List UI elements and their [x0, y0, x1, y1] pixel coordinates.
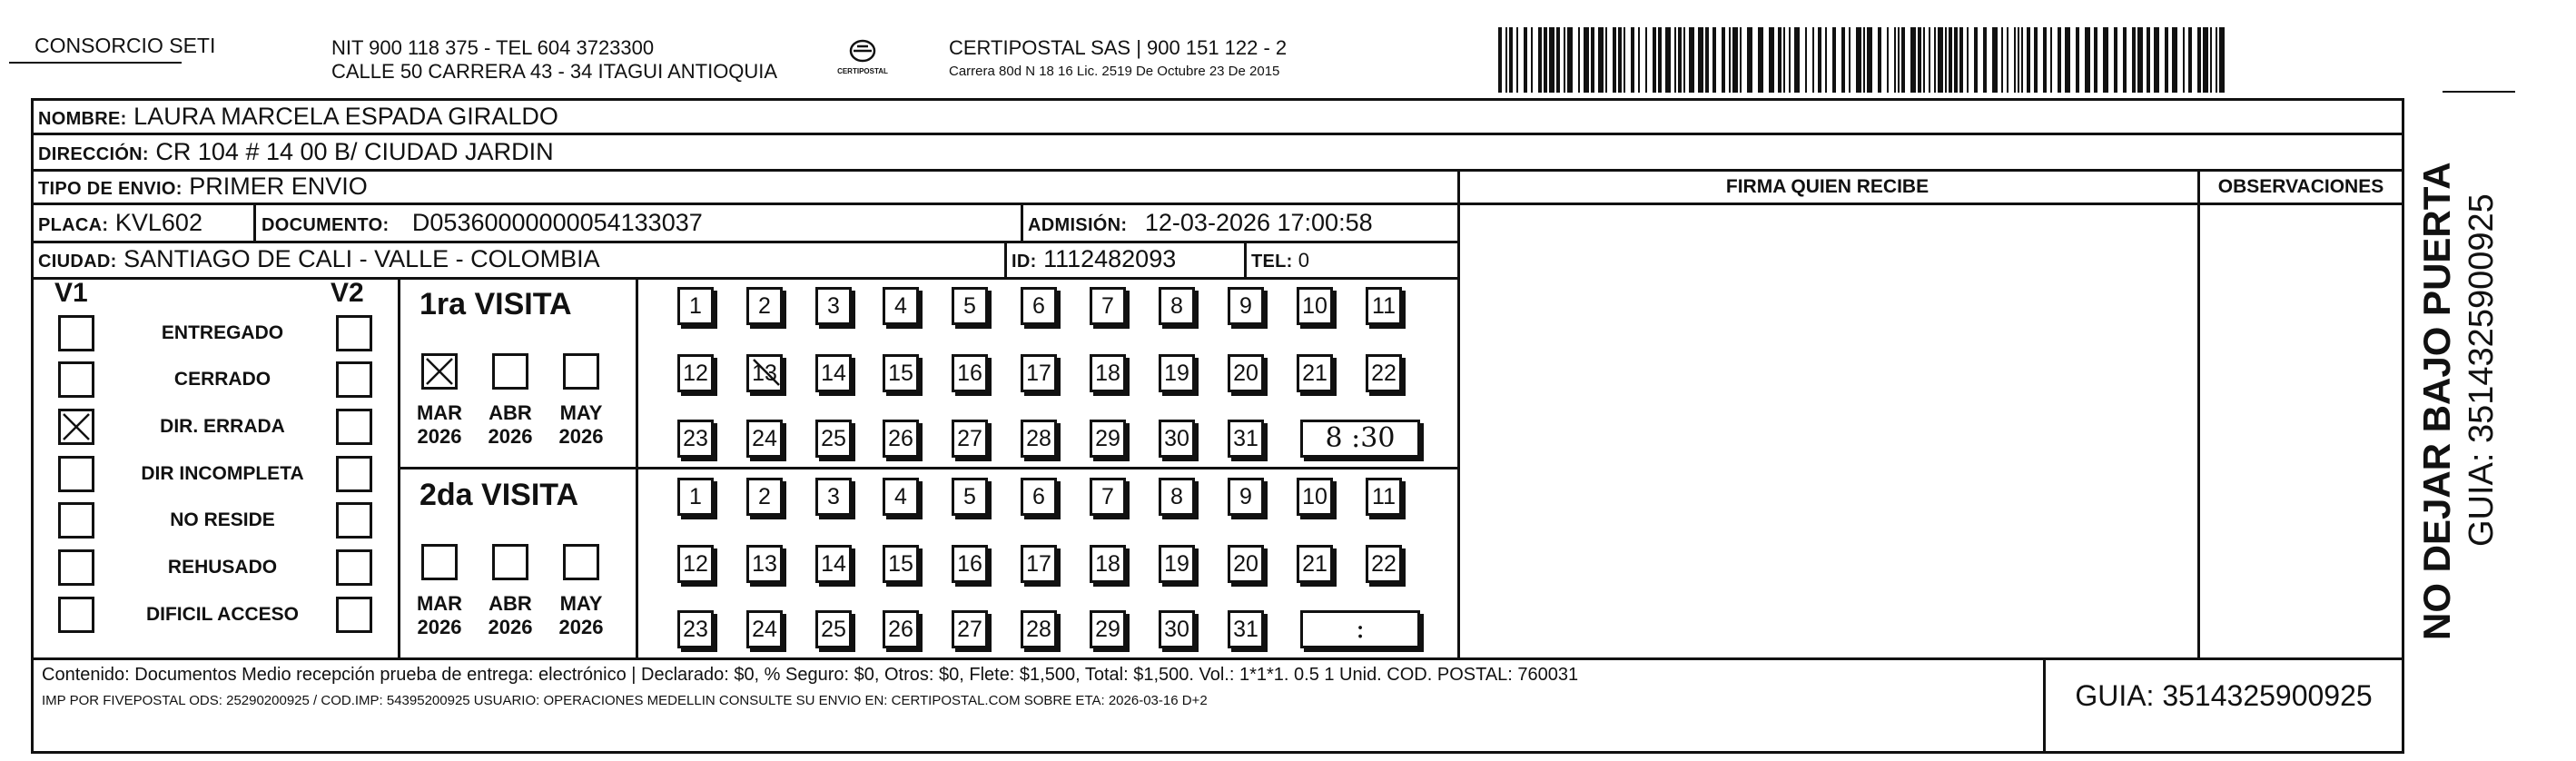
ciudad-row	[38, 245, 600, 275]
col-line-firma-left	[1457, 169, 1460, 657]
barcode-bar	[1516, 27, 1518, 93]
day-box[interactable]: 10	[1297, 478, 1333, 516]
barcode-bar	[2172, 27, 2177, 93]
day-box[interactable]: 20	[1228, 545, 1264, 583]
day-box[interactable]: 19	[1159, 545, 1195, 583]
time-box[interactable]: :	[1300, 610, 1420, 648]
barcode-bar	[2085, 27, 2090, 93]
day-box[interactable]: 19	[1159, 354, 1195, 392]
row-line-2	[31, 169, 2404, 172]
day-box[interactable]: 10	[1297, 287, 1333, 325]
barcode-bar	[1954, 27, 1958, 93]
day-box[interactable]: 6	[1021, 478, 1057, 516]
day-box[interactable]: 30	[1159, 420, 1195, 458]
day-box[interactable]: 23	[677, 420, 714, 458]
admision-row	[1028, 209, 1373, 239]
day-box[interactable]: 16	[952, 545, 988, 583]
day-box[interactable]: 29	[1090, 420, 1126, 458]
barcode-bar	[1712, 27, 1716, 93]
company-underline	[9, 62, 182, 64]
day-box[interactable]: 26	[883, 420, 919, 458]
barcode-bar	[2007, 27, 2008, 93]
v2-checkbox[interactable]	[336, 549, 372, 586]
barcode-bar	[1867, 27, 1872, 93]
barcode-bar	[1618, 27, 1622, 93]
admision-label: ADMISIÓN:	[1028, 215, 1128, 235]
month-label: MAY	[559, 401, 603, 424]
barcode-bar	[1729, 27, 1731, 93]
barcode-bar	[1653, 27, 1656, 93]
time-box[interactable]: 8 :30	[1300, 420, 1420, 458]
barcode-bar	[1967, 27, 1969, 93]
barcode-bar	[1898, 27, 1900, 93]
day-box[interactable]: 9	[1228, 287, 1264, 325]
barcode-bar	[2203, 27, 2208, 93]
side-notice: NO DEJAR BAJO PUERTA	[2415, 162, 2458, 640]
barcode-bar	[2043, 27, 2047, 93]
day-box[interactable]: 2	[746, 287, 783, 325]
v2-checkbox[interactable]	[336, 409, 372, 445]
day-box[interactable]: 30	[1159, 610, 1195, 648]
barcode-bar	[2210, 27, 2212, 93]
barcode-bar	[2076, 27, 2079, 93]
row-line-5	[31, 277, 1460, 280]
tipo-row	[38, 173, 368, 203]
day-box[interactable]: 14	[815, 354, 852, 392]
nombre-row	[38, 103, 558, 133]
barcode-bar	[1747, 27, 1752, 93]
barcode-bar	[1598, 27, 1604, 93]
tel-row	[1251, 247, 1309, 275]
barcode-bar	[1758, 27, 1763, 93]
barcode-bar	[2137, 27, 2143, 93]
day-box[interactable]: 16	[952, 354, 988, 392]
id-label: ID:	[1012, 252, 1037, 272]
footer-line	[31, 657, 2404, 660]
barcode-bar	[2197, 27, 2201, 93]
day-box[interactable]: 4	[883, 287, 919, 325]
barcode-bar	[1778, 27, 1781, 93]
day-box[interactable]: 4	[883, 478, 919, 516]
nombre-label: NOMBRE:	[38, 109, 127, 129]
tipo-value: PRIMER ENVIO	[189, 173, 368, 200]
day-box[interactable]: 31	[1228, 610, 1264, 648]
barcode-bar	[1949, 27, 1952, 93]
month-year: 2026	[558, 616, 604, 638]
placa-value: KVL602	[114, 209, 202, 236]
barcode-bar	[1878, 27, 1881, 93]
status-label: DIR. ERRADA	[160, 416, 285, 437]
v2-checkbox[interactable]	[336, 456, 372, 492]
barcode-bar	[1849, 27, 1851, 93]
day-box[interactable]: 17	[1021, 545, 1057, 583]
day-box[interactable]: 11	[1366, 478, 1402, 516]
day-box[interactable]: 27	[952, 610, 988, 648]
day-box[interactable]: 1	[677, 478, 714, 516]
month-year: 2026	[488, 616, 533, 638]
v1-checkbox[interactable]	[58, 361, 94, 398]
month-label: ABR	[489, 401, 532, 424]
status-label: NO RESIDE	[170, 509, 275, 530]
barcode-bar	[1901, 27, 1905, 93]
barcode-bar	[2094, 27, 2097, 93]
ciudad-value: SANTIAGO DE CALI - VALLE - COLOMBIA	[123, 245, 600, 272]
status-label: CERRADO	[173, 369, 271, 390]
day-box[interactable]: 21	[1297, 354, 1333, 392]
direccion-label: DIRECCIÓN:	[38, 144, 149, 164]
direccion-row	[38, 138, 554, 168]
footer-guia: GUIA: 3514325900925	[2075, 679, 2373, 712]
v1-checkbox[interactable]	[58, 409, 94, 445]
day-box[interactable]: 13	[746, 354, 783, 392]
v2-checkbox[interactable]	[336, 597, 372, 633]
visit-divider	[398, 467, 1460, 469]
barcode-bar	[1645, 27, 1647, 93]
day-box[interactable]: 7	[1090, 478, 1126, 516]
v1-checkbox[interactable]	[58, 597, 94, 633]
barcode-bar	[1959, 27, 1963, 93]
month-label: MAR	[416, 592, 463, 615]
barcode-bar	[2219, 27, 2225, 93]
barcode-bar	[2065, 27, 2070, 93]
day-box[interactable]: 24	[746, 420, 783, 458]
barcode-bar	[1923, 27, 1925, 93]
barcode-bar	[1918, 27, 1921, 93]
barcode-bar	[2183, 27, 2185, 93]
day-box[interactable]: 7	[1090, 287, 1126, 325]
tel-value: 0	[1298, 249, 1310, 272]
day-box[interactable]: 29	[1090, 610, 1126, 648]
barcode-bar	[2123, 27, 2127, 93]
day-box[interactable]: 5	[952, 287, 988, 325]
barcode-bar	[1578, 27, 1580, 93]
id-value: 1112482093	[1043, 245, 1177, 272]
barcode-bar	[1665, 27, 1671, 93]
day-box[interactable]: 3	[815, 478, 852, 516]
day-box[interactable]: 31	[1228, 420, 1264, 458]
col-line-obs-left	[2197, 169, 2200, 657]
barcode-bar	[2050, 27, 2052, 93]
barcode	[1498, 27, 2225, 93]
day-box[interactable]: 25	[815, 420, 852, 458]
barcode-bar	[1992, 27, 1998, 93]
barcode-bar	[2018, 27, 2019, 93]
barcode-bar	[1740, 27, 1742, 93]
barcode-bar	[1794, 27, 1800, 93]
v1-checkbox[interactable]	[58, 549, 94, 586]
barcode-bar	[1929, 27, 1930, 93]
barcode-bar	[1841, 27, 1845, 93]
month-year: 2026	[417, 425, 462, 448]
barcode-bar	[2001, 27, 2003, 93]
barcode-bar	[2216, 27, 2217, 93]
barcode-bar	[1934, 27, 1936, 93]
certipostal-logo: CERTIPOSTAL	[834, 33, 892, 89]
barcode-bar	[1863, 27, 1865, 93]
day-box[interactable]: 23	[677, 610, 714, 648]
side-guia: GUIA: 3514325900925	[2462, 193, 2501, 547]
v2-checkbox[interactable]	[336, 361, 372, 398]
barcode-bar	[2114, 27, 2117, 93]
day-box[interactable]: 28	[1021, 420, 1057, 458]
row-line-1	[31, 133, 2404, 135]
barcode-bar	[1544, 27, 1547, 93]
barcode-bar	[1818, 27, 1821, 93]
month-label: MAR	[416, 401, 463, 424]
month-year: 2026	[417, 616, 462, 638]
month-year: 2026	[558, 425, 604, 448]
v1-checkbox[interactable]	[58, 502, 94, 539]
barcode-bar	[1531, 27, 1533, 93]
address-line: CALLE 50 CARRERA 43 - 34 ITAGUI ANTIOQUIA	[331, 60, 778, 83]
day-box[interactable]: 20	[1228, 354, 1264, 392]
placa-row	[38, 209, 202, 239]
day-box[interactable]: 9	[1228, 478, 1264, 516]
day-box[interactable]: 25	[815, 610, 852, 648]
direccion-value: CR 104 # 14 00 B/ CIUDAD JARDIN	[155, 138, 554, 165]
day-box[interactable]: 12	[677, 545, 714, 583]
v2-checkbox[interactable]	[336, 502, 372, 539]
month-checkbox[interactable]	[563, 544, 599, 580]
barcode-bar	[1910, 27, 1916, 93]
day-box[interactable]: 15	[883, 354, 919, 392]
barcode-bar	[1678, 27, 1682, 93]
barcode-bar	[1945, 27, 1947, 93]
barcode-bar	[1538, 27, 1542, 93]
placa-label: PLACA:	[38, 215, 109, 235]
month-year: 2026	[488, 425, 533, 448]
barcode-bar	[1722, 27, 1725, 93]
day-box[interactable]: 6	[1021, 287, 1057, 325]
row-line-3	[31, 203, 2404, 205]
day-box[interactable]: 22	[1366, 354, 1402, 392]
day-box[interactable]: 17	[1021, 354, 1057, 392]
documento-value: D05360000000054133037	[411, 209, 703, 236]
visit-title: 1ra VISITA	[419, 287, 572, 321]
day-box[interactable]: 3	[815, 287, 852, 325]
barcode-bar	[2014, 27, 2016, 93]
day-box[interactable]: 28	[1021, 610, 1057, 648]
v1-checkbox[interactable]	[58, 456, 94, 492]
col-line-id	[1004, 241, 1007, 277]
barcode-bar	[1658, 27, 1662, 93]
barcode-bar	[1584, 27, 1589, 93]
barcode-bar	[1769, 27, 1774, 93]
barcode-bar	[1509, 27, 1513, 93]
barcode-bar	[1983, 27, 1987, 93]
day-box[interactable]: 12	[677, 354, 714, 392]
day-box[interactable]: 11	[1366, 287, 1402, 325]
footer-content: Contenido: Documentos Medio recepción prueba de entrega: electrónico | Declarado: $0, % Seguro: $0, Otros: $0, Flete: $1,500, Total: $1,500. Vol.: 1*1*1. 0.5 1 Unid. COD. POSTAL: 760031	[42, 665, 1579, 685]
id-row	[1012, 245, 1176, 275]
barcode-bar	[1856, 27, 1861, 93]
barcode-bar	[1683, 27, 1685, 93]
visit-title: 2da VISITA	[419, 478, 579, 512]
barcode-bar	[1605, 27, 1607, 93]
day-box[interactable]: 2	[746, 478, 783, 516]
month-checkbox[interactable]	[492, 353, 528, 390]
col-line-admision	[1021, 203, 1023, 241]
barcode-bar	[1638, 27, 1640, 93]
barcode-bar	[1732, 27, 1738, 93]
day-box[interactable]: 21	[1297, 545, 1333, 583]
month-checkbox[interactable]	[492, 544, 528, 580]
col-line-placa	[253, 203, 256, 241]
admision-value: 12-03-2026 17:00:58	[1144, 209, 1373, 236]
day-box[interactable]: 14	[815, 545, 852, 583]
barcode-bar	[1631, 27, 1634, 93]
day-box[interactable]: 13	[746, 545, 783, 583]
barcode-bar	[2027, 27, 2030, 93]
status-label: REHUSADO	[167, 557, 278, 578]
documento-label: DOCUMENTO:	[262, 215, 390, 235]
certipostal-sub: Carrera 80d N 18 16 Lic. 2519 De Octubre 23 De 2015	[949, 64, 1280, 79]
barcode-bar	[2021, 27, 2023, 93]
v2-header: V2	[331, 278, 364, 308]
barcode-bar	[1805, 27, 1807, 93]
day-box[interactable]: 18	[1090, 354, 1126, 392]
barcode-bar	[1674, 27, 1676, 93]
day-box[interactable]: 1	[677, 287, 714, 325]
ciudad-label: CIUDAD:	[38, 252, 117, 272]
barcode-bar	[1689, 27, 1694, 93]
barcode-bar	[1825, 27, 1827, 93]
observaciones-header: OBSERVACIONES	[2217, 176, 2384, 197]
v1-checkbox[interactable]	[58, 315, 94, 351]
barcode-bar	[1698, 27, 1703, 93]
barcode-bar	[2034, 27, 2038, 93]
barcode-bar	[1624, 27, 1625, 93]
nombre-value: LAURA MARCELA ESPADA GIRALDO	[133, 103, 558, 130]
dash-right	[2443, 91, 2515, 93]
tipo-label: TIPO DE ENVIO:	[38, 179, 183, 199]
day-box[interactable]: 8	[1159, 287, 1195, 325]
certipostal-line: CERTIPOSTAL SAS | 900 151 122 - 2	[949, 36, 1288, 59]
barcode-bar	[1556, 27, 1560, 93]
v1-header: V1	[54, 278, 88, 308]
barcode-bar	[1505, 27, 1507, 93]
barcode-bar	[1783, 27, 1785, 93]
barcode-bar	[1498, 27, 1502, 93]
day-box[interactable]: 18	[1090, 545, 1126, 583]
barcode-bar	[1812, 27, 1814, 93]
barcode-bar	[2132, 27, 2136, 93]
day-box[interactable]: 24	[746, 610, 783, 648]
day-box[interactable]: 22	[1366, 545, 1402, 583]
barcode-bar	[1974, 27, 1978, 93]
barcode-bar	[2165, 27, 2168, 93]
tel-label: TEL:	[1251, 252, 1293, 272]
month-checkbox[interactable]	[421, 353, 458, 390]
barcode-bar	[1564, 27, 1565, 93]
day-box[interactable]: 15	[883, 545, 919, 583]
barcode-bar	[1524, 27, 1527, 93]
status-label: DIFICIL ACCESO	[145, 604, 299, 625]
month-checkbox[interactable]	[563, 353, 599, 390]
barcode-bar	[2103, 27, 2108, 93]
month-label: ABR	[489, 592, 532, 615]
day-box[interactable]: 27	[952, 420, 988, 458]
barcode-bar	[1894, 27, 1896, 93]
nit-line: NIT 900 118 375 - TEL 604 3723300	[331, 36, 655, 59]
barcode-bar	[1549, 27, 1554, 93]
barcode-bar	[1887, 27, 1889, 93]
month-label: MAY	[559, 592, 603, 615]
company-name: CONSORCIO SETI	[35, 34, 216, 57]
barcode-bar	[2147, 27, 2150, 93]
barcode-bar	[2154, 27, 2159, 93]
barcode-bar	[1591, 27, 1594, 93]
footer-print-info: IMP POR FIVEPOSTAL ODS: 25290200925 / COD.IMP: 54395200925 USUARIO: OPERACIONES MEDELLIN CONSULTE SU ENVIO EN: CERTIPOSTAL.COM SOBRE ETA: 2026-03-16 D+2	[42, 693, 1208, 708]
status-label: DIR INCOMPLETA	[141, 463, 304, 484]
firma-header: FIRMA QUIEN RECIBE	[1725, 176, 1930, 197]
barcode-bar	[1789, 27, 1791, 93]
v2-checkbox[interactable]	[336, 315, 372, 351]
day-box[interactable]: 26	[883, 610, 919, 648]
day-box[interactable]: 8	[1159, 478, 1195, 516]
barcode-bar	[2058, 27, 2061, 93]
barcode-bar	[1613, 27, 1616, 93]
col-line-tel	[1244, 241, 1247, 277]
day-box[interactable]: 5	[952, 478, 988, 516]
barcode-bar	[1567, 27, 1573, 93]
month-checkbox[interactable]	[421, 544, 458, 580]
status-label: ENTREGADO	[161, 322, 284, 343]
barcode-bar	[1705, 27, 1709, 93]
barcode-bar	[2188, 27, 2192, 93]
barcode-bar	[1832, 27, 1836, 93]
documento-row	[262, 209, 703, 239]
barcode-bar	[1938, 27, 1943, 93]
